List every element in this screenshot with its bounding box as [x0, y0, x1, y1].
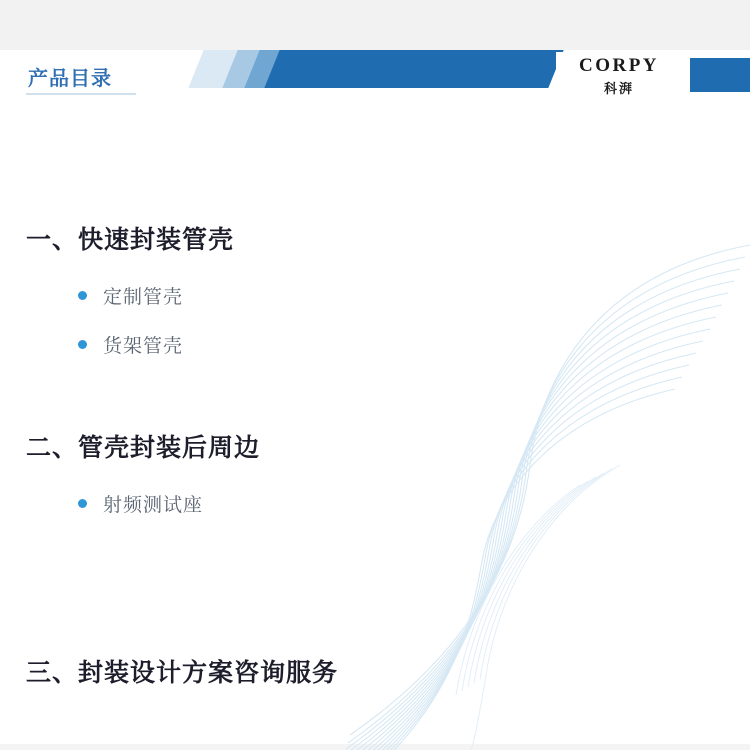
title-underline: [26, 93, 136, 95]
list-item[interactable]: [78, 490, 260, 517]
corpy-logo: [556, 52, 682, 100]
list-item-label: 货架管壳: [103, 336, 184, 357]
section-2-bullets: [78, 490, 260, 517]
slide-content: [0, 103, 750, 744]
header-right-block: [690, 58, 750, 92]
bullet-dot-icon: [78, 499, 87, 508]
section-3-title: 三、封装设计方案咨询服务: [26, 659, 339, 687]
logo-wordmark: CORPY: [578, 55, 660, 76]
bullet-dot-icon: [78, 340, 87, 349]
letterbox-top: [0, 0, 750, 50]
header-diagonal-stripe-4: [264, 50, 563, 88]
section-3: [26, 653, 338, 689]
list-item[interactable]: [78, 331, 234, 358]
logo-subtext: 科湃: [603, 81, 634, 96]
section-2-title: 二、管壳封装后周边: [26, 434, 261, 462]
page-title: 产品目录: [28, 68, 112, 90]
list-item[interactable]: [78, 282, 234, 309]
list-item-label: 定制管壳: [103, 287, 184, 308]
bullet-dot-icon: [78, 291, 87, 300]
letterbox-bottom: [0, 744, 750, 750]
section-1: [26, 220, 234, 380]
section-2: [26, 428, 260, 539]
section-1-bullets: [78, 282, 234, 358]
list-item-label: 射频测试座: [103, 495, 204, 516]
section-1-title: 一、快速封装管壳: [26, 226, 235, 254]
